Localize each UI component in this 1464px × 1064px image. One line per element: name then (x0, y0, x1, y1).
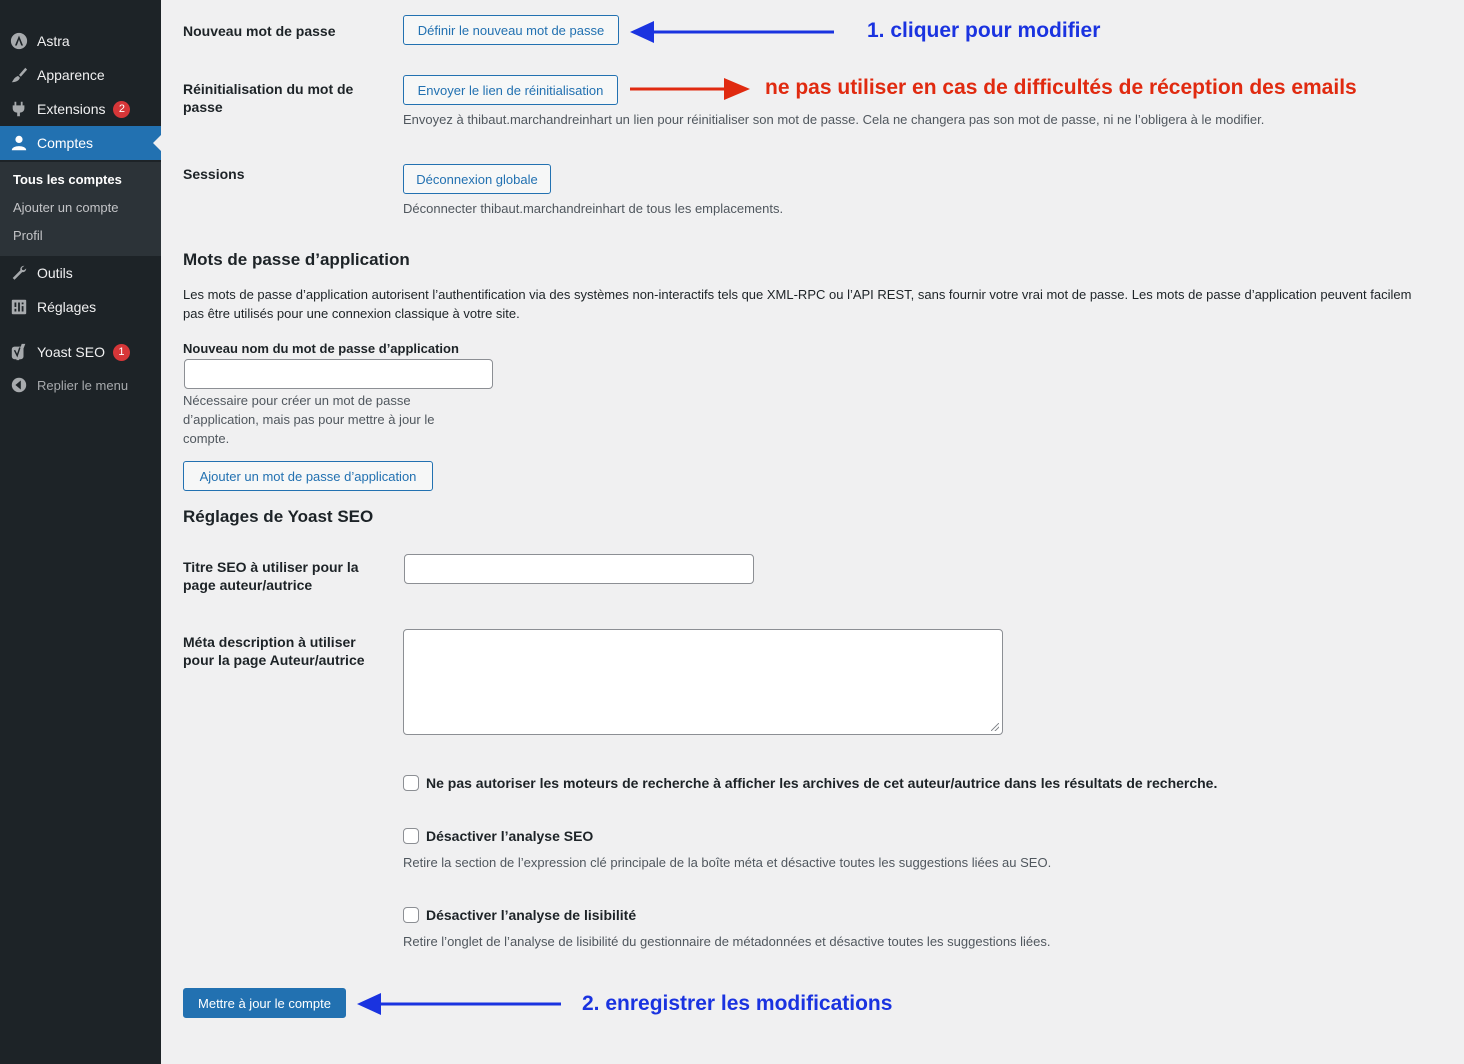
help-line1: Nécessaire pour créer un mot de passe (183, 393, 411, 408)
help-line3: compte. (183, 431, 230, 446)
sidebar-submenu (0, 162, 161, 256)
submenu-item-add-account[interactable]: Ajouter un compte (13, 200, 119, 215)
yoast-icon (9, 342, 29, 362)
wrench-icon (9, 263, 29, 283)
reset-password-label-line2: passe (183, 99, 223, 115)
app-password-name-label: Nouveau nom du mot de passe d’application (183, 341, 459, 356)
seo-title-input[interactable] (404, 554, 754, 584)
sessions-label: Sessions (183, 166, 245, 182)
annotation-arrow-right-red (628, 76, 752, 102)
seo-title-label (183, 558, 359, 594)
user-icon (9, 133, 29, 153)
sidebar-item-label: Astra (37, 33, 70, 49)
sidebar-item-label: Réglages (37, 299, 97, 315)
disable-readability-checkbox[interactable] (403, 907, 419, 923)
new-password-label: Nouveau mot de passe (183, 23, 336, 39)
paintbrush-icon (9, 65, 29, 85)
annotation-arrow-left-blue-2 (355, 991, 565, 1017)
disable-seo-analysis-label[interactable]: Désactiver l’analyse SEO (426, 828, 594, 844)
sidebar-item-label: Outils (37, 265, 73, 281)
app-passwords-heading: Mots de passe d’application (183, 250, 410, 269)
sidebar-item-label: Comptes (37, 135, 94, 151)
app-passwords-description (183, 285, 1464, 323)
disable-readability-label[interactable]: Désactiver l’analyse de lisibilité (426, 907, 637, 923)
disable-seo-analysis-checkbox[interactable] (403, 828, 419, 844)
sidebar-item-extensions[interactable] (0, 92, 161, 126)
admin-sidebar (0, 0, 161, 1064)
app-passwords-desc-line1: Les mots de passe d’application autorisent l’authentification via des systèmes non-interactifs tels que XML-RPC ou l’API REST, sans fournir votre vrai mot de passe. Les mots de passe d’application peuvent facilem (183, 287, 1412, 302)
collapse-menu-label: Replier le menu (37, 377, 129, 393)
reset-password-label-line1: Réinitialisation du mot de (183, 81, 354, 97)
sidebar-item-label: Extensions (37, 101, 106, 117)
meta-description-textarea[interactable] (403, 629, 1003, 735)
resize-handle-icon[interactable] (991, 723, 999, 731)
meta-label-line1: Méta description à utiliser (183, 634, 356, 650)
sessions-description: Déconnecter thibaut.marchandreinhart de tous les emplacements. (403, 201, 784, 216)
submenu-item-all-accounts[interactable]: Tous les comptes (13, 172, 122, 187)
update-count-badge: 2 (113, 101, 130, 118)
disable-seo-analysis-description: Retire la section de l’expression clé principale de la boîte méta et désactive toutes les suggestions liées au SEO. (403, 855, 1052, 870)
plugin-icon (9, 99, 29, 119)
sidebar-item-comptes[interactable] (0, 126, 161, 160)
sidebar-item-apparence[interactable] (0, 58, 161, 92)
sidebar-item-astra[interactable] (0, 24, 161, 58)
yoast-settings-heading: Réglages de Yoast SEO (183, 507, 374, 526)
annotation-warning: ne pas utiliser en cas de difficultés de réception des emails (765, 76, 1357, 99)
annotation-arrow-left-blue (628, 19, 838, 45)
sidebar-item-yoast-seo[interactable] (0, 335, 161, 369)
meta-description-label (183, 633, 365, 669)
sidebar-item-label: Yoast SEO (37, 344, 105, 360)
seo-title-label-line2: page auteur/autrice (183, 577, 313, 593)
noindex-author-label[interactable]: Ne pas autoriser les moteurs de recherche à afficher les archives de cet auteur/autrice dans les résultats de recherche. (426, 775, 1218, 791)
annotation-step2: 2. enregistrer les modifications (582, 992, 893, 1015)
add-app-password-button[interactable]: Ajouter un mot de passe d’application (183, 461, 433, 491)
seo-title-label-line1: Titre SEO à utiliser pour la (183, 559, 359, 575)
collapse-menu-button[interactable] (0, 368, 161, 402)
app-password-name-help (183, 391, 434, 448)
sidebar-item-outils[interactable] (0, 256, 161, 290)
settings-icon (9, 297, 29, 317)
global-logout-button[interactable]: Déconnexion globale (403, 164, 551, 194)
sidebar-item-reglages[interactable] (0, 290, 161, 324)
app-password-name-input[interactable] (184, 359, 493, 389)
sidebar-item-label: Apparence (37, 67, 105, 83)
set-new-password-button[interactable]: Définir le nouveau mot de passe (403, 15, 619, 45)
update-account-button[interactable]: Mettre à jour le compte (183, 988, 346, 1018)
astra-icon (9, 31, 29, 51)
annotation-step1: 1. cliquer pour modifier (867, 19, 1101, 42)
noindex-author-checkbox[interactable] (403, 775, 419, 791)
app-passwords-desc-line2: pas être utilisés pour une connexion classique à votre site. (183, 306, 520, 321)
submenu-item-profile[interactable]: Profil (13, 228, 43, 243)
reset-password-label (183, 80, 353, 116)
collapse-arrow-icon (9, 375, 29, 395)
help-line2: d’application, mais pas pour mettre à jour le (183, 412, 435, 427)
reset-password-description: Envoyez à thibaut.marchandreinhart un lien pour réinitialiser son mot de passe. Cela ne changera pas son mot de passe, ni ne l’obligera à le modifier. (403, 112, 1265, 127)
disable-readability-description: Retire l’onglet de l’analyse de lisibilité du gestionnaire de métadonnées et désactive toutes les suggestions liées. (403, 934, 1051, 949)
notification-count-badge: 1 (113, 344, 130, 361)
meta-label-line2: pour la page Auteur/autrice (183, 652, 365, 668)
send-reset-link-button[interactable]: Envoyer le lien de réinitialisation (403, 75, 618, 105)
